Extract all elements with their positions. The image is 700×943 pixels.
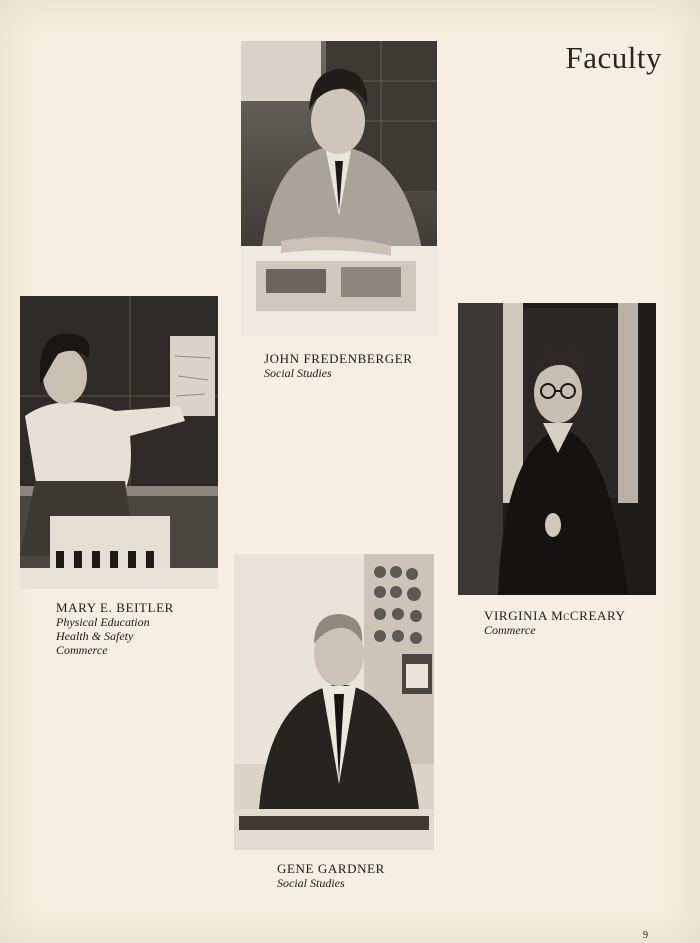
faculty-subject: Physical Education (56, 615, 150, 629)
faculty-name: VIRGINIA McCREARY (484, 608, 626, 623)
caption-virginia-mccreary (484, 609, 626, 637)
faculty-name: MARY E. BEITLER (56, 600, 174, 615)
faculty-subject: Commerce (56, 643, 108, 657)
faculty-subject: Health & Safety (56, 629, 134, 643)
photo-john-fredenberger (241, 41, 437, 336)
caption-mary-beitler (56, 601, 174, 657)
faculty-subject: Commerce (484, 623, 536, 637)
faculty-subject: Social Studies (264, 366, 332, 380)
photo-virginia-mccreary (458, 303, 656, 595)
page-title: Faculty (565, 40, 662, 75)
page-number: 9 (643, 930, 648, 941)
caption-gene-gardner (277, 862, 385, 890)
faculty-name: GENE GARDNER (277, 861, 385, 876)
faculty-subject: Social Studies (277, 876, 345, 890)
photo-mary-beitler (20, 296, 218, 589)
photo-gene-gardner (234, 554, 434, 850)
caption-john-fredenberger (264, 352, 413, 380)
faculty-name: JOHN FREDENBERGER (264, 351, 413, 366)
